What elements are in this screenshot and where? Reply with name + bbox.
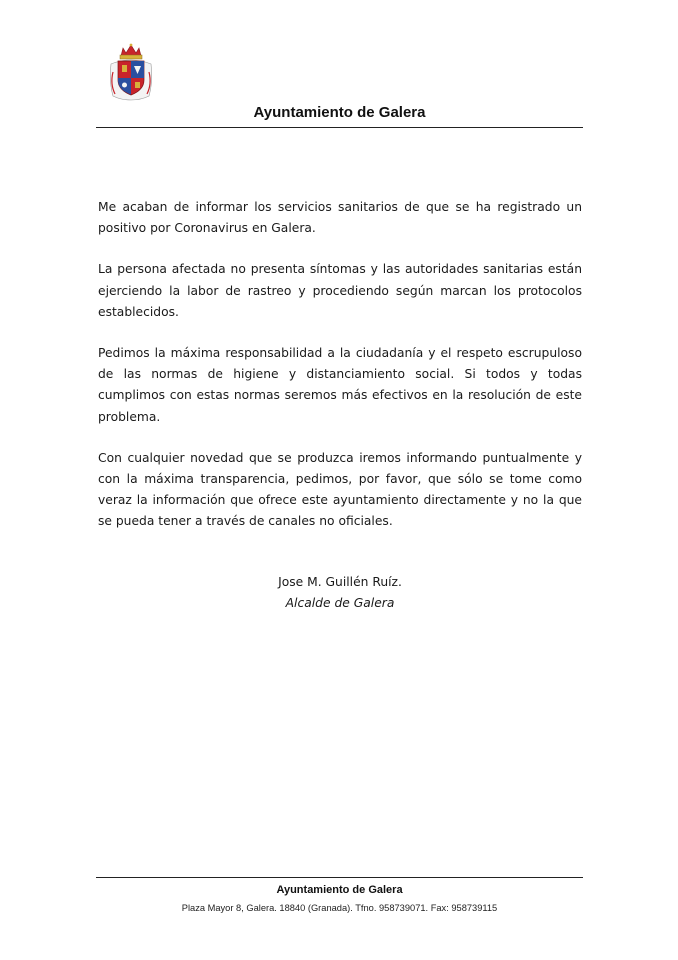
paragraph: La persona afectada no presenta síntomas y las autoridades sanitarias están ejerciendo la labor de rastreo y procediendo según marcan los protocolos establecidos. <box>98 262 582 319</box>
paragraph: Con cualquier novedad que se produzca iremos informando puntualmente y con la máxima transparencia, pedimos, por favor, que sólo se tome como veraz la información que ofrece este ayuntamiento directamente y no la que se pueda tener a través de canales no oficiales. <box>98 450 582 529</box>
paragraph: Pedimos la máxima responsabilidad a la ciudadanía y el respeto escrupuloso de las normas de higiene y distanciamiento social. Si todos y todas cumplimos con estas normas seremos más efectivos en la resolución de este problema. <box>98 346 582 424</box>
signature-block <box>240 572 440 614</box>
paragraph: Me acaban de informar los servicios sanitarios de que se ha registrado un positivo por Coronavirus en Galera. <box>98 200 582 236</box>
coat-of-arms-icon <box>107 42 155 102</box>
letter-body <box>98 197 582 553</box>
footer-address: Plaza Mayor 8, Galera. 18840 (Granada). Tfno. 958739071. Fax: 958739115 <box>181 903 498 913</box>
header-divider <box>96 127 583 128</box>
footer-divider <box>96 877 583 878</box>
signatory-name: Jose M. Guillén Ruíz. <box>278 575 402 589</box>
signatory-role: Alcalde de Galera <box>285 596 395 610</box>
footer-title: Ayuntamiento de Galera <box>276 884 403 896</box>
letterhead-title: Ayuntamiento de Galera <box>253 104 426 121</box>
